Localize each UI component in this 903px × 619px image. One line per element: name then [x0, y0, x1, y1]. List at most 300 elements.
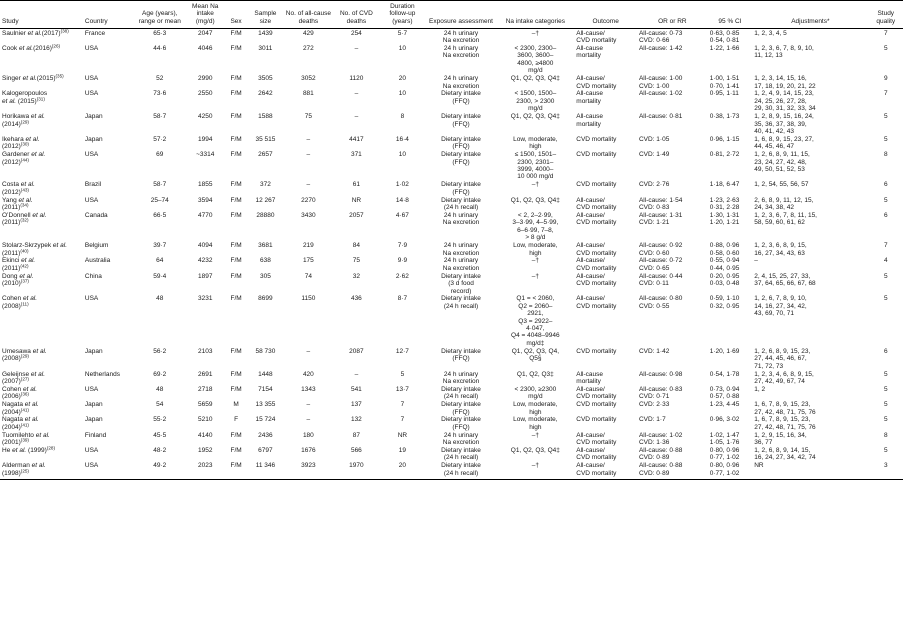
ci-cell: 1·18, 6·47 [709, 181, 740, 189]
or-rr-cell: All-cause: 1·42 [638, 45, 683, 53]
or-rr-cell: CVD: 1·05 [638, 135, 670, 143]
study-year: (2011) [2, 219, 21, 227]
cvd-deaths-cell: 61 [352, 181, 360, 189]
ci-cell: 1·02, 1·47 1·05, 1·76 [709, 431, 740, 447]
or-rr-cell: All-cause: 1·54 CVD: 0·83 [638, 196, 683, 212]
study-cell [0, 416, 83, 431]
ci-cell: 0·73, 0·94 0·57, 0·88 [709, 385, 740, 401]
study-author: O’Donnell [2, 211, 31, 219]
study-cell [0, 370, 83, 385]
outcome-cell: All-cause/ CVD mortality [576, 75, 617, 90]
allcause-deaths-cell: 3430 [301, 211, 316, 219]
ci-cell: 1·20, 1·69 [709, 347, 740, 355]
cvd-deaths-cell: – [354, 45, 359, 53]
age-cell: 66·5 [153, 211, 167, 219]
age-cell: 44·6 [153, 45, 167, 53]
exposure-cell: Dietary intake (FFQ) [441, 347, 481, 363]
cvd-deaths-cell: 87 [352, 431, 360, 439]
study-cell [0, 447, 83, 462]
table-row [0, 29, 903, 45]
header-age: Age (years), range or mean [133, 1, 186, 29]
adjustments-cell: 1, 2, 3, 4, 5 [754, 29, 787, 37]
table-row [0, 272, 903, 295]
study-author: Ekinci [2, 257, 20, 265]
study-author: Umesawa [2, 347, 31, 355]
sample-size-cell: 3011 [258, 45, 273, 53]
categories-cell: Q1, Q2, Q3, Q4‡ [510, 447, 560, 455]
quality-cell: 5 [883, 272, 888, 280]
sample-size-cell: 1439 [258, 29, 273, 37]
outcome-cell: All-cause mortality [576, 90, 604, 105]
duration-cell: 10 [398, 90, 406, 98]
sex-cell: F/M [230, 295, 242, 303]
exposure-cell: 24 h urinary Na excretion [442, 75, 480, 90]
categories-cell: Low, moderate, high [513, 416, 558, 431]
sex-cell: F/M [230, 113, 242, 121]
categories-cell: –† [531, 431, 539, 439]
na-intake-cell: 4770 [198, 211, 213, 219]
study-year: (2011) [2, 264, 21, 272]
or-rr-cell: All-cause: 0·73 CVD: 0·66 [638, 29, 683, 45]
study-year: (1999) [26, 447, 47, 455]
outcome-cell: CVD mortality [576, 416, 617, 424]
table-row [0, 181, 903, 196]
study-reference: (36) [20, 391, 29, 397]
study-year: (2001) [2, 439, 21, 447]
categories-cell: < 1500, 1500– 2300, > 2300 mg/d [514, 90, 557, 113]
study-cell [0, 257, 83, 272]
age-cell: 69 [156, 151, 164, 159]
country-cell: USA [84, 45, 99, 53]
duration-cell: 9·9 [397, 257, 408, 265]
study-cell [0, 462, 83, 480]
quality-cell: 5 [883, 196, 888, 204]
ci-cell: 1·00, 1·51 0·70, 1·41 [709, 75, 740, 90]
sample-size-cell: 12 267 [255, 196, 276, 204]
table-row [0, 385, 903, 400]
quality-cell: 7 [883, 242, 888, 250]
study-reference: (39) [20, 437, 29, 443]
exposure-cell: 24 h urinary Na excretion [442, 370, 480, 385]
allcause-deaths-cell: 180 [302, 431, 314, 439]
duration-cell: 14·8 [395, 196, 409, 204]
adjustments-cell: 1, 6, 7, 8, 9, 15, 23, 27, 42, 48, 71, 75, 76 [754, 416, 816, 431]
study-cell [0, 90, 83, 113]
country-cell: USA [84, 151, 99, 159]
sample-size-cell: 6797 [258, 447, 273, 455]
header-sex: Sex [224, 1, 247, 29]
adjustments-cell: 1, 2, 3, 6, 7, 8, 11, 15, 58, 59, 60, 61, 62 [754, 211, 817, 227]
quality-cell: 6 [883, 211, 888, 219]
header-exposure: Exposure assessment [426, 1, 497, 29]
age-cell: 48 [156, 295, 164, 303]
header-study: Study [0, 1, 83, 29]
study-author: Yang [2, 196, 17, 204]
outcome-cell: All-cause mortality [576, 113, 604, 128]
or-rr-cell: CVD: 2·33 [638, 401, 670, 409]
categories-cell: Q1, Q2, Q3, Q4‡ [510, 113, 560, 121]
allcause-deaths-cell: 1150 [301, 295, 316, 303]
adjustments-cell: – [754, 257, 758, 265]
table-row [0, 113, 903, 136]
categories-cell: Q1, Q2, Q3, Q4‡ [510, 75, 560, 83]
study-year: (2012) [2, 143, 21, 151]
or-rr-cell: All-cause: 0·92 CVD: 0·60 [638, 242, 683, 257]
study-year: (2015) [36, 75, 56, 83]
country-cell: Netherlands [84, 370, 120, 378]
cvd-deaths-cell: 2057 [349, 211, 364, 219]
sample-size-cell: 58 730 [255, 347, 276, 355]
outcome-cell: CVD mortality [576, 151, 617, 159]
age-cell: 58·7 [153, 113, 167, 121]
study-author: Tuomilehto [2, 431, 34, 439]
ci-cell: 0·38, 1·73 [709, 113, 740, 121]
table-row [0, 370, 903, 385]
study-reference: (29) [20, 353, 29, 359]
ci-cell: 0·96, 1·15 [709, 135, 740, 143]
study-author: Cohen [2, 295, 22, 303]
categories-cell: –† [496, 462, 574, 480]
header-row [0, 1, 903, 29]
or-rr-cell: All-cause: 0·88 CVD: 0·89 [637, 462, 708, 480]
sample-size-cell: 638 [259, 257, 271, 265]
table-row [0, 447, 903, 462]
or-rr-cell: All-cause: 0·81 [638, 113, 683, 121]
outcome-cell: All-cause/ CVD mortality [576, 295, 617, 310]
allcause-deaths-cell: – [306, 181, 311, 189]
study-etal: et al. [22, 401, 39, 409]
quality-cell: 8 [883, 431, 888, 439]
study-etal: et al. [51, 242, 68, 250]
na-intake-cell: 1897 [198, 272, 213, 280]
ci-cell: 1·23, 4·45 [709, 401, 740, 409]
age-cell: 39·7 [153, 242, 167, 250]
study-reference: (34) [20, 202, 29, 208]
na-intake-cell: 2550 [198, 90, 213, 98]
cvd-deaths-cell: 2087 [349, 347, 364, 355]
allcause-deaths-cell: 3923 [283, 462, 334, 480]
study-author: Geleijnse [2, 370, 30, 378]
adjustments-cell: 1, 2, 54, 55, 56, 57 [754, 181, 809, 189]
outcome-cell: CVD mortality [576, 135, 617, 143]
age-cell: 57·2 [153, 135, 167, 143]
study-year: (2017) [41, 29, 61, 37]
header-country: Country [83, 1, 134, 29]
study-author: Nagata [2, 401, 23, 409]
outcome-cell: CVD mortality [576, 347, 617, 355]
cvd-deaths-cell: 32 [352, 272, 360, 280]
na-intake-cell: 2990 [198, 75, 213, 83]
or-rr-cell: All-cause: 1·02 CVD: 1·36 [638, 431, 683, 447]
age-cell: 65·3 [153, 29, 167, 37]
allcause-deaths-cell: 75 [304, 113, 312, 121]
quality-cell: 6 [883, 347, 888, 355]
exposure-cell: Dietary intake (FFQ) [441, 90, 481, 105]
outcome-cell: All-cause/ CVD mortality [574, 462, 637, 480]
study-year: (2006) [2, 393, 21, 401]
study-year: (2012) [2, 158, 21, 166]
or-rr-cell: All-cause: 0·88 CVD: 0·89 [638, 447, 683, 462]
age-cell: 48·2 [153, 447, 167, 455]
exposure-cell: Dietary intake (24 h recall) [441, 196, 481, 212]
exposure-cell: Dietary intake (FFQ) [441, 151, 481, 166]
quality-cell: 5 [883, 416, 888, 424]
study-author: Cohen [2, 385, 22, 393]
age-cell: 59·4 [153, 272, 167, 280]
allcause-deaths-cell: 881 [302, 90, 314, 98]
duration-cell: 7 [400, 416, 405, 424]
study-cell [0, 29, 83, 45]
country-cell: USA [84, 385, 99, 393]
study-etal: et al. [29, 370, 46, 378]
study-reference: (41) [20, 422, 29, 428]
ci-cell: 0·59, 1·10 0·32, 0·95 [709, 295, 740, 310]
table-row [0, 295, 903, 347]
allcause-deaths-cell: 272 [302, 45, 314, 53]
study-author: Singer [2, 75, 21, 83]
quality-cell: 3 [869, 462, 903, 480]
study-reference: (40) [20, 248, 29, 254]
study-year: (2011) [2, 204, 21, 212]
categories-cell: –† [531, 272, 539, 280]
study-cell [0, 75, 83, 90]
duration-cell: 10 [398, 45, 406, 53]
duration-cell: 16·4 [395, 135, 409, 143]
duration-cell: 8 [400, 113, 405, 121]
study-reference: (38) [60, 28, 69, 34]
sex-cell: F/M [230, 45, 242, 53]
duration-cell: 1·02 [395, 181, 409, 189]
table-row [0, 151, 903, 181]
study-cell [0, 113, 83, 136]
outcome-cell: CVD mortality [576, 181, 617, 189]
exposure-cell: Dietary intake (24 h recall) [441, 295, 481, 310]
quality-cell: 5 [883, 113, 888, 121]
study-etal: et al. [21, 385, 38, 393]
outcome-cell: All-cause/ CVD mortality [576, 385, 617, 401]
sample-size-cell: 305 [259, 272, 271, 280]
age-cell: 52 [156, 75, 164, 83]
sex-cell: F/M [230, 257, 242, 265]
adjustments-cell: NR [752, 462, 868, 480]
duration-cell: 5 [400, 370, 405, 378]
table-row [0, 257, 903, 272]
or-rr-cell: All-cause: 0·80 CVD: 0·55 [638, 295, 683, 310]
study-reference: (37) [20, 278, 29, 284]
duration-cell: 13·7 [395, 385, 409, 393]
study-cell [0, 181, 83, 196]
quality-cell: 8 [883, 151, 888, 159]
duration-cell: 20 [398, 75, 406, 83]
study-cell [0, 401, 83, 416]
outcome-cell: All-cause/ CVD mortality [576, 447, 617, 462]
ci-cell: 0·80, 0·96 0·77, 1·02 [709, 447, 740, 462]
country-cell: China [84, 272, 102, 280]
study-etal: et al. [30, 211, 47, 219]
categories-cell: –† [531, 257, 539, 265]
study-cell [0, 135, 83, 150]
adjustments-cell: 1, 2, 3, 6, 7, 8, 9, 10, 11, 12, 13 [754, 45, 814, 60]
age-cell: 48 [156, 385, 164, 393]
ci-cell: 1·22, 1·66 [709, 45, 740, 53]
sex-cell: F/M [230, 29, 242, 37]
sex-cell: F/M [230, 196, 242, 204]
duration-cell: 5·7 [397, 29, 408, 37]
country-cell: USA [84, 447, 99, 455]
na-intake-cell: 4094 [198, 242, 213, 250]
header-or-rr: OR or RR [637, 1, 708, 29]
outcome-cell: All-cause/ CVD mortality [576, 257, 617, 272]
adjustments-cell: 1, 2, 6, 8, 9, 14, 15, 16, 24, 27, 34, 42, 74 [754, 447, 816, 462]
age-cell: 56·2 [153, 347, 167, 355]
study-etal: et al. [20, 75, 37, 83]
quality-cell: 5 [883, 385, 888, 393]
study-author: Alderman [2, 462, 30, 470]
age-cell: 69·2 [153, 370, 167, 378]
categories-cell: –† [531, 29, 539, 37]
cvd-deaths-cell: NR [351, 196, 362, 204]
table-row [0, 347, 903, 370]
ci-cell: 0·96, 3·02 [709, 416, 740, 424]
country-cell: France [84, 29, 106, 37]
sample-size-cell: 3505 [258, 75, 273, 83]
study-author: Costa [2, 181, 19, 189]
na-intake-cell: 2718 [198, 385, 213, 393]
sex-cell: F/M [230, 90, 242, 98]
or-rr-cell: All-cause: 1·31 CVD: 1·21 [638, 211, 683, 227]
country-cell: Japan [84, 135, 103, 143]
na-intake-cell: 2023 [186, 462, 224, 480]
exposure-cell: 24 h urinary Na excretion [442, 45, 480, 60]
study-year: (1998) [2, 469, 21, 477]
quality-cell: 5 [883, 447, 888, 455]
study-reference: (26) [51, 43, 61, 49]
study-author: Dong [2, 272, 18, 280]
quality-cell: 5 [883, 45, 888, 53]
table-row [0, 196, 903, 211]
allcause-deaths-cell: 3052 [301, 75, 316, 83]
allcause-deaths-cell: 219 [302, 242, 314, 250]
allcause-deaths-cell: – [306, 151, 311, 159]
sample-size-cell: 372 [259, 181, 271, 189]
quality-cell: 4 [883, 257, 888, 265]
sample-size-cell: 2657 [258, 151, 273, 159]
study-author: Nagata [2, 416, 23, 424]
header-sample-size: Sample size [248, 1, 283, 29]
study-reference: (29) [20, 119, 29, 125]
na-intake-cell: 4232 [198, 257, 213, 265]
study-cell [0, 211, 83, 241]
cvd-deaths-cell: 254 [350, 29, 362, 37]
age-cell: 55·2 [153, 416, 167, 424]
age-cell: 45·5 [153, 431, 167, 439]
duration-cell: 12·7 [395, 347, 409, 355]
study-reference: (30) [20, 142, 29, 148]
age-cell: 54 [156, 401, 164, 409]
cvd-deaths-cell: 1970 [334, 462, 380, 480]
study-year: (2014) [2, 120, 21, 128]
header-na-intake: Mean Na intake (mg/d) [186, 1, 224, 29]
quality-cell: 7 [883, 90, 888, 98]
study-year: (2004) [2, 423, 21, 431]
cvd-deaths-cell: – [354, 370, 359, 378]
allcause-deaths-cell: – [306, 135, 311, 143]
ci-cell: 0·80, 0·96 0·77, 1·02 [708, 462, 752, 480]
na-intake-cell: ~3314 [196, 151, 215, 159]
sample-size-cell: 1448 [258, 370, 273, 378]
study-reference: (28) [46, 445, 55, 451]
na-intake-cell: 2103 [198, 347, 213, 355]
country-cell: Canada [84, 211, 108, 219]
categories-cell: Q1 = < 2060, Q2 = 2060– 2921, Q3 = 2922– 4·047, Q4 = 4048–9946 mg/d‡ [511, 295, 560, 347]
header-ci: 95 % CI [708, 1, 752, 29]
quality-cell: 6 [883, 181, 888, 189]
sample-size-cell: 11 346 [248, 462, 283, 480]
cvd-deaths-cell: 1120 [349, 75, 364, 83]
duration-cell: 4·67 [395, 211, 409, 219]
table-row [0, 242, 903, 257]
table-header [0, 1, 903, 29]
duration-cell: 10 [398, 151, 406, 159]
exposure-cell: Dietary intake (24 h recall) [441, 385, 481, 401]
age-cell: 49·2 [133, 462, 186, 480]
sex-cell: F/M [230, 181, 242, 189]
na-intake-cell: 2691 [198, 370, 213, 378]
ci-cell: 0·20, 0·95 0·03, 0·48 [709, 272, 740, 288]
study-etal: et al. [18, 181, 35, 189]
sex-cell: F/M [230, 151, 242, 159]
study-year: (2010) [2, 280, 21, 288]
cvd-deaths-cell: – [354, 113, 359, 121]
cvd-deaths-cell: 137 [350, 401, 362, 409]
study-cell [0, 385, 83, 400]
cvd-deaths-cell: 132 [350, 416, 362, 424]
na-intake-cell: 1994 [198, 135, 213, 143]
outcome-cell: All-cause/ CVD mortality [576, 272, 617, 288]
sample-size-cell: 7154 [258, 385, 273, 393]
exposure-cell: 24 h urinary Na excretion [442, 257, 480, 272]
study-cell [0, 151, 83, 181]
study-year: (2007) [2, 377, 21, 385]
country-cell: Japan [84, 347, 103, 355]
or-rr-cell: All-cause: 1·00 CVD: 1·00 [638, 75, 683, 90]
study-reference: (31) [36, 96, 45, 102]
age-cell: 58·7 [153, 181, 167, 189]
country-cell: Brazil [84, 181, 102, 189]
table-row [0, 135, 903, 150]
age-cell: 64 [156, 257, 164, 265]
allcause-deaths-cell: 74 [304, 272, 312, 280]
adjustments-cell: 2, 6, 8, 9, 11, 12, 15, 24, 34, 38, 42 [754, 196, 814, 212]
exposure-cell: 24 h urinary Na excretion [442, 29, 480, 45]
duration-cell: NR [397, 431, 408, 439]
allcause-deaths-cell: 420 [302, 370, 314, 378]
table-row [0, 45, 903, 75]
duration-cell: 2·62 [395, 272, 409, 280]
sex-cell: F/M [230, 347, 242, 355]
cvd-deaths-cell: 84 [352, 242, 360, 250]
study-year: (2008) [2, 302, 21, 310]
categories-cell: Low, moderate, high [513, 135, 558, 151]
study-cell [0, 196, 83, 211]
study-year: (2015) [16, 97, 37, 105]
categories-cell: Low, moderate, high [513, 401, 558, 416]
study-cell [0, 45, 83, 75]
study-reference: (11) [20, 301, 29, 307]
na-intake-cell: 1855 [198, 181, 213, 189]
study-etal: et al. [2, 97, 17, 105]
adjustments-cell: 2, 4, 15, 25, 27, 33, 37, 64, 65, 66, 67, 68 [754, 272, 816, 288]
